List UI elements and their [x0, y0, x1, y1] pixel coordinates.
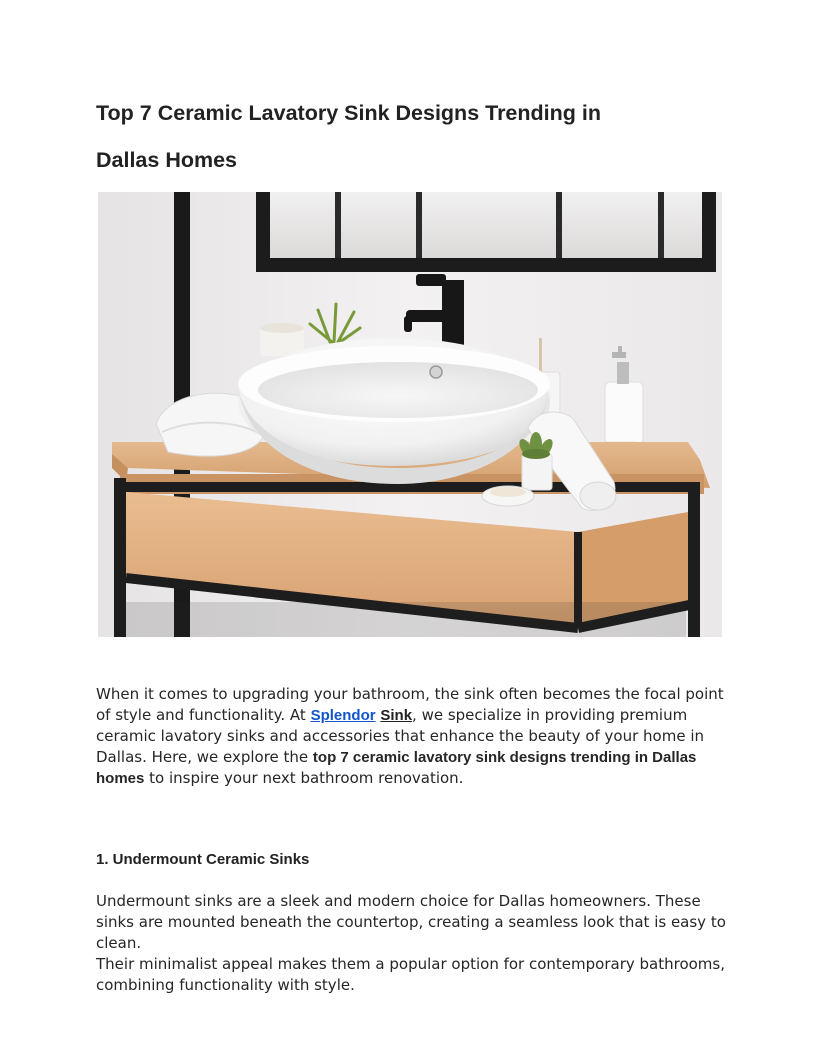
intro-bold-phrase: top 7 ceramic lavatory sink designs trending in Dallas homes: [96, 749, 697, 787]
section-paragraph-2: Their minimalist appeal makes them a popular option for contemporary bathrooms, combining functionality with style.: [96, 955, 725, 994]
sink-link[interactable]: Sink: [380, 707, 413, 724]
section-heading-undermount: 1. Undermount Ceramic Sinks: [96, 851, 310, 868]
title-line-1: Top 7 Ceramic Lavatory Sink Designs Trending in: [96, 101, 601, 125]
intro-paragraph: [96, 684, 736, 789]
intro-text-3: to inspire your next bathroom renovation.: [144, 769, 464, 787]
title-line-2: Dallas Homes: [96, 148, 238, 172]
article-title: [96, 90, 736, 184]
hero-image-bathroom-sink: [98, 192, 722, 637]
section-body-undermount: [96, 891, 736, 996]
intro-text-2: , we specialize in providing premium ceramic lavatory sinks and accessories that enhance the beauty of your home in Dallas. Here, we explore the: [96, 706, 705, 766]
splendor-link[interactable]: Splendor: [310, 707, 376, 724]
intro-text-1: When it comes to upgrading your bathroom, the sink often becomes the focal point of style and functionality. At: [96, 685, 724, 724]
section-paragraph-1: Undermount sinks are a sleek and modern choice for Dallas homeowners. These sinks are mounted beneath the countertop, creating a seamless look that is easy to clean.: [96, 892, 726, 952]
